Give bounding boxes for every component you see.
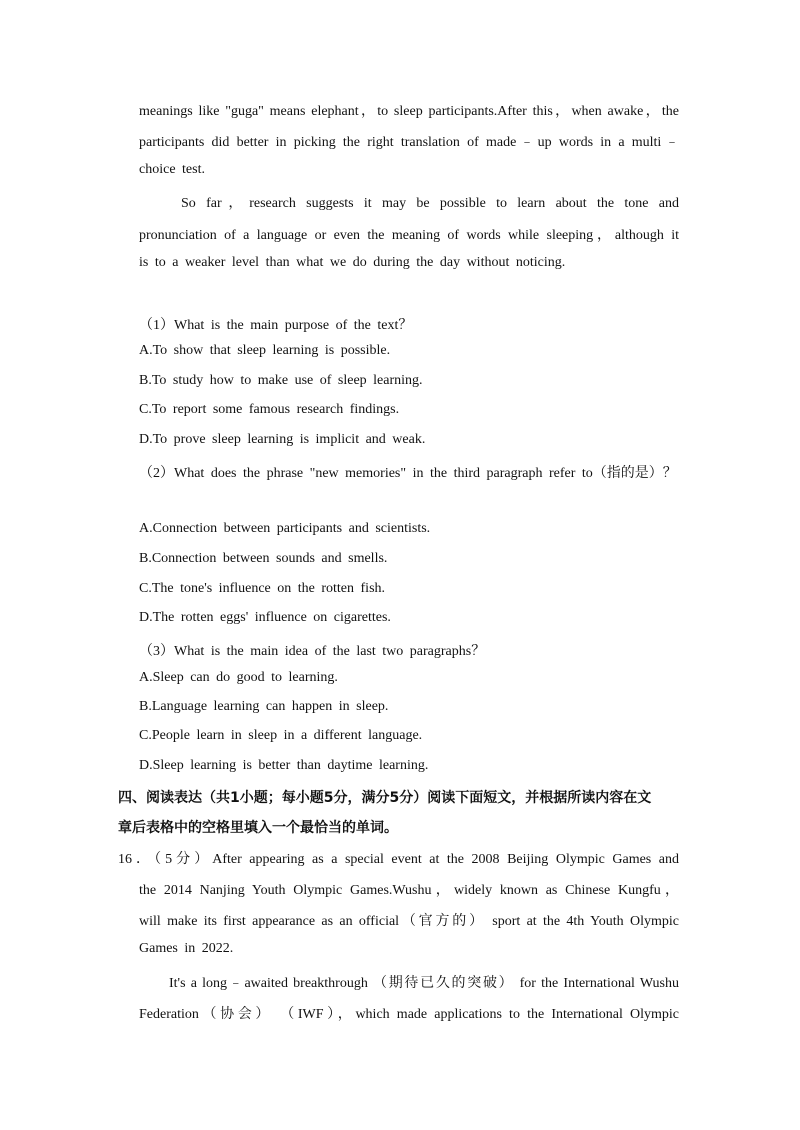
question-stem-1: （1）What is the main purpose of the text？ [139, 318, 413, 333]
passage-line: participants did better in picking the right translation of made﹣up words in a multi﹣ [139, 135, 679, 150]
section-heading: 四、阅读表达（共1小题；每小题5分，满分5分）阅读下面短文，并根据所读内容在文 [118, 790, 652, 806]
passage-line: is to a weaker level than what we do during the day without noticing. [139, 255, 566, 270]
option-1a: A.To show that sleep learning is possible. [139, 343, 391, 358]
q16-line: the 2014 Nanjing Youth Olympic Games.Wushu，widely known as Chinese Kungfu， [139, 883, 679, 898]
option-2d: D.The rotten eggs' influence on cigarettes. [139, 610, 391, 625]
passage-line: meanings like "guga" means elephant，to sleep participants.After this，when awake，the [139, 104, 679, 119]
passage-line: So far，research suggests it may be possible to learn about the tone and [181, 196, 679, 211]
option-3c: C.People learn in sleep in a different language. [139, 728, 423, 743]
q16-line: Games in 2022. [139, 941, 234, 956]
q16-line: will make its first appearance as an official（官方的） sport at the 4th Youth Olympic [139, 914, 679, 929]
option-1b: B.To study how to make use of sleep learning. [139, 373, 423, 388]
option-2c: C.The tone's influence on the rotten fish. [139, 581, 386, 596]
passage-line: pronunciation of a language or even the meaning of words while sleeping，although it [139, 228, 679, 243]
option-1d: D.To prove sleep learning is implicit and weak. [139, 432, 426, 447]
q16-line: It's a long﹣awaited breakthrough （期待已久的突破） for the International Wushu [169, 976, 679, 991]
option-1c: C.To report some famous research findings. [139, 402, 400, 417]
option-2b: B.Connection between sounds and smells. [139, 551, 388, 566]
passage-line: choice test. [139, 162, 205, 177]
q16-line: 16．（5分）After appearing as a special event at the 2008 Beijing Olympic Games and [118, 852, 679, 867]
option-3d: D.Sleep learning is better than daytime learning. [139, 758, 429, 773]
option-3b: B.Language learning can happen in sleep. [139, 699, 389, 714]
question-stem-2: （2）What does the phrase "new memories" in the third paragraph refer to（指的是）？ [139, 466, 677, 481]
question-stem-3: （3）What is the main idea of the last two paragraphs？ [139, 644, 486, 659]
section-heading: 章后表格中的空格里填入一个最恰当的单词。 [118, 820, 398, 836]
option-3a: A.Sleep can do good to learning. [139, 670, 338, 685]
q16-line: Federation（协会） （IWF），which made applications to the International Olympic [139, 1007, 679, 1022]
option-2a: A.Connection between participants and scientists. [139, 521, 431, 536]
